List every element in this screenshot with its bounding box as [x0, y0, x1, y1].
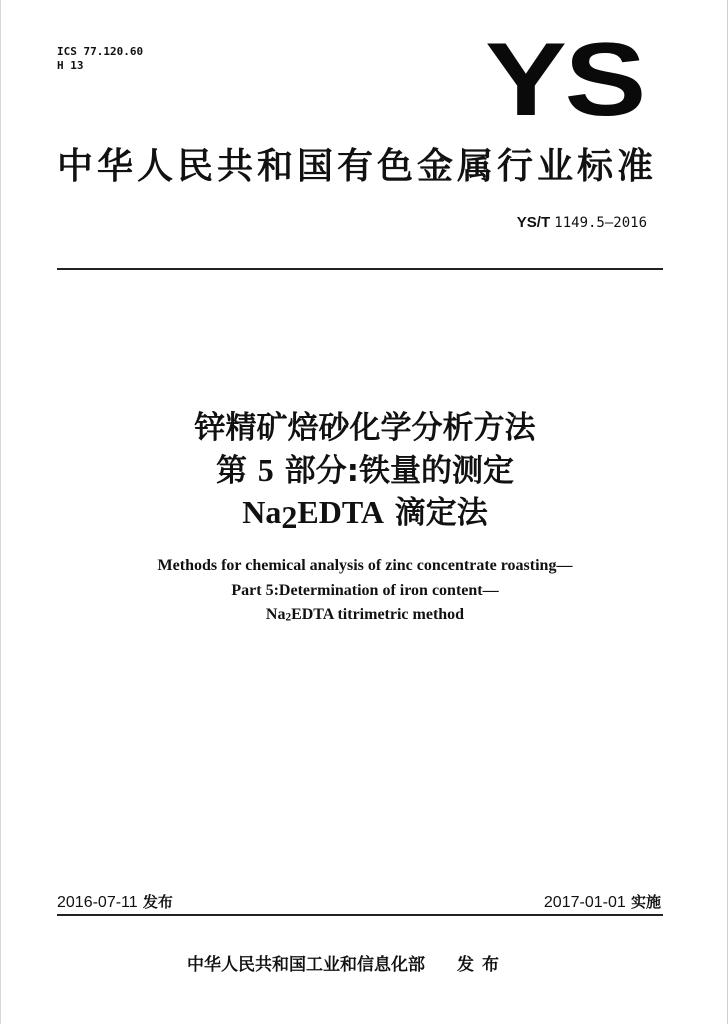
standard-number	[517, 214, 647, 231]
title-cn-line2-post: 部分:铁量的测定	[284, 453, 514, 489]
title-cn-line2-num: 5	[257, 452, 274, 488]
implement-date: 2017-01-01	[543, 894, 626, 911]
standard-number-value: 1149.5—2016	[554, 215, 647, 231]
standard-number-prefix: YS/T	[516, 214, 551, 231]
issuer-name: 中华人民共和国工业和信息化部	[187, 955, 425, 975]
title-en-subscript: 2	[285, 611, 292, 624]
ys-logo: YS	[485, 22, 644, 138]
title-en-line2: Part 5:Determination of iron content—	[231, 582, 499, 599]
implement-date-row	[544, 891, 661, 912]
publish-label: 发布	[142, 893, 173, 911]
ccs-code: H 13	[57, 59, 84, 72]
title-cn-subscript: 2	[281, 498, 298, 535]
classification-codes	[57, 45, 143, 73]
top-divider	[57, 268, 663, 270]
issuing-authority	[187, 950, 507, 975]
industry-standard-title: 中华人民共和国有色金属行业标准	[57, 146, 658, 187]
bottom-divider	[57, 914, 663, 916]
issuer-action: 发布	[457, 955, 507, 975]
title-cn-edta: EDTA	[297, 494, 384, 530]
title-en-line1: Methods for chemical analysis of zinc concentrate roasting—	[157, 557, 573, 574]
publish-date: 2016-07-11	[57, 894, 138, 911]
title-cn-line2-pre: 第	[216, 453, 247, 489]
ics-code: ICS 77.120.60	[57, 45, 144, 58]
title-cn-line1: 锌精矿焙砂化学分析方法	[194, 410, 536, 446]
title-en-rest: EDTA titrimetric method	[291, 606, 465, 623]
title-cn-line3	[1, 492, 728, 537]
publish-date-row	[57, 891, 173, 912]
title-en-line3	[1, 604, 728, 629]
implement-label: 实施	[630, 893, 661, 911]
title-cn-line3-post: 滴定法	[394, 495, 488, 531]
title-cn-line2	[1, 450, 728, 491]
title-cn-na: Na	[242, 494, 282, 530]
title-en-na: Na	[265, 606, 286, 623]
